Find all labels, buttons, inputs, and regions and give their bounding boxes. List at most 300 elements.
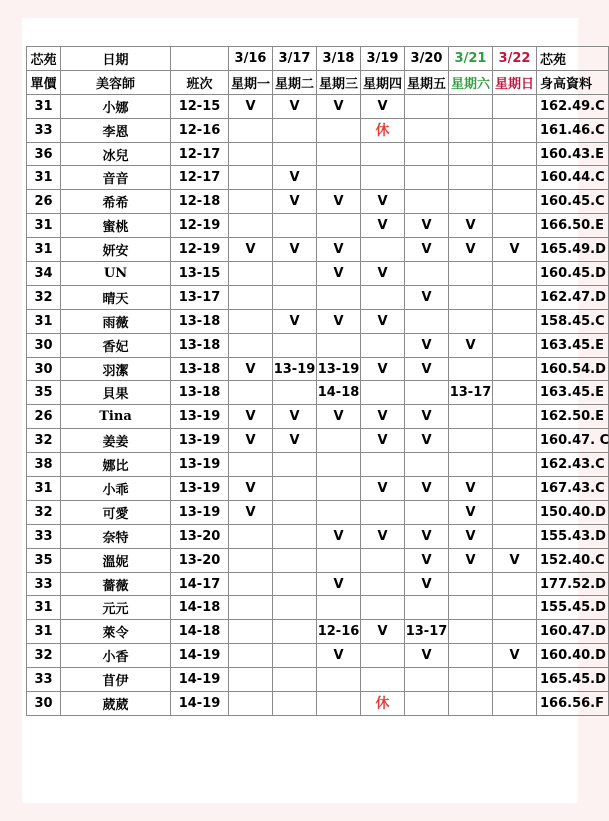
day-cell: [229, 333, 273, 357]
day-cell: V: [273, 405, 317, 429]
day-cell: [493, 429, 537, 453]
height-cell: 165.49.D: [537, 238, 609, 262]
day-cell: [449, 596, 493, 620]
height-cell: 162.49.C: [537, 94, 609, 118]
staff-name-cell: 姜姜: [61, 429, 171, 453]
day-cell: [229, 309, 273, 333]
day-cell: V: [405, 477, 449, 501]
staff-name-cell: 萊令: [61, 620, 171, 644]
day-cell: V: [449, 524, 493, 548]
day-cell: [317, 429, 361, 453]
day-cell: V: [273, 94, 317, 118]
price-cell: 32: [27, 285, 61, 309]
shift-cell: 14-19: [171, 644, 229, 668]
shift-cell: 14-17: [171, 572, 229, 596]
day-cell: [449, 357, 493, 381]
header-price-label: 單價: [27, 70, 61, 94]
day-cell: V: [405, 238, 449, 262]
shift-cell: 13-19: [171, 429, 229, 453]
day-cell: V: [405, 333, 449, 357]
day-cell: [361, 333, 405, 357]
table-row: [27, 453, 609, 477]
day-cell: [229, 118, 273, 142]
day-cell: [317, 166, 361, 190]
header-date-3: 3/18: [317, 47, 361, 71]
day-cell: V: [317, 524, 361, 548]
height-cell: 162.47.D: [537, 285, 609, 309]
day-cell: [229, 548, 273, 572]
day-cell: [273, 214, 317, 238]
day-cell: [493, 500, 537, 524]
price-cell: 36: [27, 142, 61, 166]
day-cell: V: [317, 190, 361, 214]
day-cell: 休: [361, 692, 405, 716]
day-cell: [229, 453, 273, 477]
day-cell: [405, 596, 449, 620]
price-cell: 33: [27, 572, 61, 596]
day-cell: [317, 214, 361, 238]
shift-cell: 13-18: [171, 357, 229, 381]
day-cell: V: [229, 357, 273, 381]
day-cell: [317, 596, 361, 620]
price-cell: 31: [27, 214, 61, 238]
day-cell: V: [273, 429, 317, 453]
day-cell: [493, 357, 537, 381]
shift-cell: 13-20: [171, 548, 229, 572]
price-cell: 38: [27, 453, 61, 477]
table-row: [27, 309, 609, 333]
day-cell: V: [361, 262, 405, 286]
day-cell: V: [317, 572, 361, 596]
day-cell: V: [405, 644, 449, 668]
table-row: [27, 572, 609, 596]
height-cell: 162.50.E: [537, 405, 609, 429]
day-cell: V: [361, 524, 405, 548]
shift-cell: 13-19: [171, 453, 229, 477]
day-cell: V: [493, 548, 537, 572]
staff-name-cell: 元元: [61, 596, 171, 620]
day-cell: V: [449, 238, 493, 262]
table-row: [27, 142, 609, 166]
table-row: [27, 477, 609, 501]
day-cell: V: [361, 94, 405, 118]
day-cell: V: [405, 214, 449, 238]
staff-name-cell: 李恩: [61, 118, 171, 142]
staff-name-cell: 希希: [61, 190, 171, 214]
day-cell: [361, 238, 405, 262]
shift-cell: 13-19: [171, 405, 229, 429]
day-cell: [229, 214, 273, 238]
day-cell: [493, 190, 537, 214]
header-date-2: 3/17: [273, 47, 317, 71]
day-cell: 休: [361, 118, 405, 142]
day-cell: V: [317, 238, 361, 262]
day-cell: [493, 620, 537, 644]
price-cell: 35: [27, 381, 61, 405]
header-date-6: 3/21: [449, 47, 493, 71]
height-cell: 155.43.D: [537, 524, 609, 548]
day-cell: [449, 692, 493, 716]
day-cell: V: [273, 190, 317, 214]
day-cell: V: [493, 238, 537, 262]
header-weekday-4: 星期四: [361, 70, 405, 94]
day-cell: [273, 692, 317, 716]
day-cell: [405, 262, 449, 286]
day-cell: [361, 548, 405, 572]
day-cell: [229, 524, 273, 548]
shift-cell: 12-19: [171, 238, 229, 262]
day-cell: [361, 572, 405, 596]
height-cell: 163.45.E: [537, 333, 609, 357]
table-row: [27, 166, 609, 190]
price-cell: 31: [27, 238, 61, 262]
height-cell: 177.52.D: [537, 572, 609, 596]
day-cell: [449, 285, 493, 309]
day-cell: V: [229, 429, 273, 453]
day-cell: [405, 94, 449, 118]
price-cell: 26: [27, 405, 61, 429]
price-cell: 31: [27, 477, 61, 501]
header-weekday-6: 星期六: [449, 70, 493, 94]
height-cell: 162.43.C: [537, 453, 609, 477]
price-cell: 34: [27, 262, 61, 286]
height-cell: 160.47. C: [537, 429, 609, 453]
shift-cell: 14-19: [171, 668, 229, 692]
header-weekday-7: 星期日: [493, 70, 537, 94]
day-cell: [493, 285, 537, 309]
day-cell: [449, 620, 493, 644]
day-cell: V: [405, 405, 449, 429]
day-cell: [449, 94, 493, 118]
day-cell: [449, 644, 493, 668]
day-cell: [273, 548, 317, 572]
price-cell: 33: [27, 524, 61, 548]
staff-name-cell: 奈特: [61, 524, 171, 548]
day-cell: [405, 692, 449, 716]
table-row: [27, 118, 609, 142]
day-cell: [229, 620, 273, 644]
day-cell: V: [405, 285, 449, 309]
day-cell: V: [449, 477, 493, 501]
table-row: [27, 500, 609, 524]
day-cell: [449, 142, 493, 166]
price-cell: 33: [27, 668, 61, 692]
table-row: [27, 668, 609, 692]
day-cell: [493, 262, 537, 286]
day-cell: [405, 381, 449, 405]
day-cell: [493, 142, 537, 166]
staff-name-cell: 晴天: [61, 285, 171, 309]
shift-cell: 12-18: [171, 190, 229, 214]
day-cell: V: [405, 357, 449, 381]
shift-cell: 14-18: [171, 620, 229, 644]
day-cell: V: [229, 94, 273, 118]
staff-name-cell: 小乖: [61, 477, 171, 501]
day-cell: V: [449, 214, 493, 238]
shift-cell: 13-20: [171, 524, 229, 548]
staff-name-cell: 羽潔: [61, 357, 171, 381]
header-brand: 芯苑: [537, 47, 609, 71]
day-cell: [317, 118, 361, 142]
day-cell: [229, 668, 273, 692]
table-row: [27, 381, 609, 405]
day-cell: [361, 166, 405, 190]
day-cell: 14-18: [317, 381, 361, 405]
day-cell: [405, 453, 449, 477]
header-shift-label: 班次: [171, 70, 229, 94]
day-cell: [317, 477, 361, 501]
day-cell: [493, 453, 537, 477]
price-cell: 31: [27, 309, 61, 333]
day-cell: [273, 668, 317, 692]
day-cell: [273, 500, 317, 524]
day-cell: [229, 285, 273, 309]
header-date-5: 3/20: [405, 47, 449, 71]
day-cell: [405, 500, 449, 524]
day-cell: V: [449, 500, 493, 524]
header-date-7: 3/22: [493, 47, 537, 71]
price-cell: 30: [27, 692, 61, 716]
day-cell: V: [317, 262, 361, 286]
header-shift-blank: [171, 47, 229, 71]
day-cell: [229, 692, 273, 716]
day-cell: 13-19: [273, 357, 317, 381]
day-cell: [361, 453, 405, 477]
staff-name-cell: 貝果: [61, 381, 171, 405]
day-cell: V: [361, 309, 405, 333]
day-cell: [449, 118, 493, 142]
day-cell: V: [361, 429, 405, 453]
table-row: [27, 620, 609, 644]
day-cell: 12-16: [317, 620, 361, 644]
day-cell: [405, 309, 449, 333]
day-cell: [493, 214, 537, 238]
price-cell: 33: [27, 118, 61, 142]
day-cell: [273, 620, 317, 644]
day-cell: [317, 692, 361, 716]
day-cell: [449, 668, 493, 692]
day-cell: [273, 262, 317, 286]
shift-cell: 13-19: [171, 500, 229, 524]
day-cell: [493, 94, 537, 118]
height-cell: 160.43.E: [537, 142, 609, 166]
header-weekday-1: 星期一: [229, 70, 273, 94]
day-cell: [317, 142, 361, 166]
day-cell: [493, 333, 537, 357]
table-row: [27, 548, 609, 572]
height-cell: 167.43.C: [537, 477, 609, 501]
day-cell: V: [317, 94, 361, 118]
price-cell: 31: [27, 620, 61, 644]
price-cell: 31: [27, 596, 61, 620]
header-tag: 芯苑: [27, 47, 61, 71]
day-cell: 13-17: [449, 381, 493, 405]
day-cell: [493, 596, 537, 620]
day-cell: V: [405, 524, 449, 548]
day-cell: [273, 453, 317, 477]
day-cell: [229, 190, 273, 214]
day-cell: 13-17: [405, 620, 449, 644]
shift-cell: 13-17: [171, 285, 229, 309]
day-cell: [493, 668, 537, 692]
shift-cell: 13-18: [171, 309, 229, 333]
day-cell: [361, 381, 405, 405]
height-cell: 158.45.C: [537, 309, 609, 333]
day-cell: [229, 166, 273, 190]
day-cell: [317, 500, 361, 524]
day-cell: V: [361, 190, 405, 214]
day-cell: [229, 262, 273, 286]
day-cell: [273, 142, 317, 166]
shift-cell: 12-19: [171, 214, 229, 238]
staff-name-cell: 小娜: [61, 94, 171, 118]
height-cell: 165.45.D: [537, 668, 609, 692]
day-cell: [273, 118, 317, 142]
day-cell: [317, 285, 361, 309]
day-cell: [405, 142, 449, 166]
height-cell: 155.45.D: [537, 596, 609, 620]
staff-name-cell: 蜜桃: [61, 214, 171, 238]
day-cell: [449, 405, 493, 429]
day-cell: V: [361, 214, 405, 238]
price-cell: 30: [27, 357, 61, 381]
day-cell: [273, 381, 317, 405]
day-cell: V: [273, 166, 317, 190]
shift-cell: 13-15: [171, 262, 229, 286]
day-cell: [449, 453, 493, 477]
shift-cell: 12-17: [171, 166, 229, 190]
day-cell: [493, 118, 537, 142]
day-cell: V: [229, 477, 273, 501]
table-row: [27, 285, 609, 309]
table-row: [27, 262, 609, 286]
header-height-label: 身高資料: [537, 70, 609, 94]
price-cell: 26: [27, 190, 61, 214]
staff-name-cell: 小香: [61, 644, 171, 668]
day-cell: [229, 572, 273, 596]
price-cell: 32: [27, 500, 61, 524]
height-cell: 166.50.E: [537, 214, 609, 238]
day-cell: V: [405, 572, 449, 596]
table-row: [27, 333, 609, 357]
height-cell: 160.45.C: [537, 190, 609, 214]
day-cell: V: [405, 429, 449, 453]
price-cell: 35: [27, 548, 61, 572]
day-cell: [449, 166, 493, 190]
day-cell: [229, 644, 273, 668]
day-cell: [273, 572, 317, 596]
height-cell: 160.44.C: [537, 166, 609, 190]
day-cell: [361, 668, 405, 692]
day-cell: V: [405, 548, 449, 572]
height-cell: 152.40.C: [537, 548, 609, 572]
staff-name-cell: 娜比: [61, 453, 171, 477]
day-cell: [273, 644, 317, 668]
day-cell: V: [317, 309, 361, 333]
height-cell: 163.45.E: [537, 381, 609, 405]
price-cell: 32: [27, 429, 61, 453]
staff-name-cell: Tina: [61, 405, 171, 429]
header-row-dates: [27, 47, 609, 71]
price-cell: 32: [27, 644, 61, 668]
day-cell: [493, 405, 537, 429]
day-cell: [493, 572, 537, 596]
shift-cell: 12-17: [171, 142, 229, 166]
day-cell: [361, 500, 405, 524]
table-row: [27, 405, 609, 429]
day-cell: [449, 572, 493, 596]
height-cell: 160.54.D: [537, 357, 609, 381]
day-cell: [361, 285, 405, 309]
table-row: [27, 596, 609, 620]
day-cell: V: [361, 405, 405, 429]
day-cell: [493, 692, 537, 716]
staff-name-cell: 妍安: [61, 238, 171, 262]
day-cell: V: [229, 500, 273, 524]
day-cell: V: [317, 644, 361, 668]
staff-name-cell: 可愛: [61, 500, 171, 524]
staff-name-cell: UN: [61, 262, 171, 286]
table-row: [27, 524, 609, 548]
day-cell: [405, 118, 449, 142]
day-cell: [273, 333, 317, 357]
table-row: [27, 644, 609, 668]
header-weekday-2: 星期二: [273, 70, 317, 94]
schedule-table: [26, 46, 609, 716]
day-cell: V: [229, 238, 273, 262]
day-cell: [405, 166, 449, 190]
day-cell: V: [361, 620, 405, 644]
day-cell: [317, 548, 361, 572]
staff-name-cell: 溫妮: [61, 548, 171, 572]
day-cell: [273, 285, 317, 309]
day-cell: 13-19: [317, 357, 361, 381]
header-date-4: 3/19: [361, 47, 405, 71]
day-cell: [493, 477, 537, 501]
day-cell: [361, 596, 405, 620]
header-date-1: 3/16: [229, 47, 273, 71]
day-cell: [317, 333, 361, 357]
day-cell: [449, 429, 493, 453]
height-cell: 166.56.F: [537, 692, 609, 716]
day-cell: [229, 381, 273, 405]
day-cell: V: [361, 477, 405, 501]
day-cell: [449, 309, 493, 333]
day-cell: V: [493, 644, 537, 668]
height-cell: 160.45.D: [537, 262, 609, 286]
day-cell: [317, 668, 361, 692]
day-cell: [493, 381, 537, 405]
header-staff-label: 美容師: [61, 70, 171, 94]
day-cell: V: [229, 405, 273, 429]
table-row: [27, 214, 609, 238]
day-cell: [405, 668, 449, 692]
table-row: [27, 692, 609, 716]
day-cell: [229, 142, 273, 166]
staff-name-cell: 雨薇: [61, 309, 171, 333]
day-cell: V: [361, 357, 405, 381]
staff-name-cell: 苜伊: [61, 668, 171, 692]
day-cell: [449, 262, 493, 286]
table-row: [27, 357, 609, 381]
day-cell: [317, 453, 361, 477]
shift-cell: 14-18: [171, 596, 229, 620]
shift-cell: 13-18: [171, 333, 229, 357]
day-cell: [273, 477, 317, 501]
day-cell: V: [449, 548, 493, 572]
header-row-weekdays: [27, 70, 609, 94]
staff-name-cell: 音音: [61, 166, 171, 190]
